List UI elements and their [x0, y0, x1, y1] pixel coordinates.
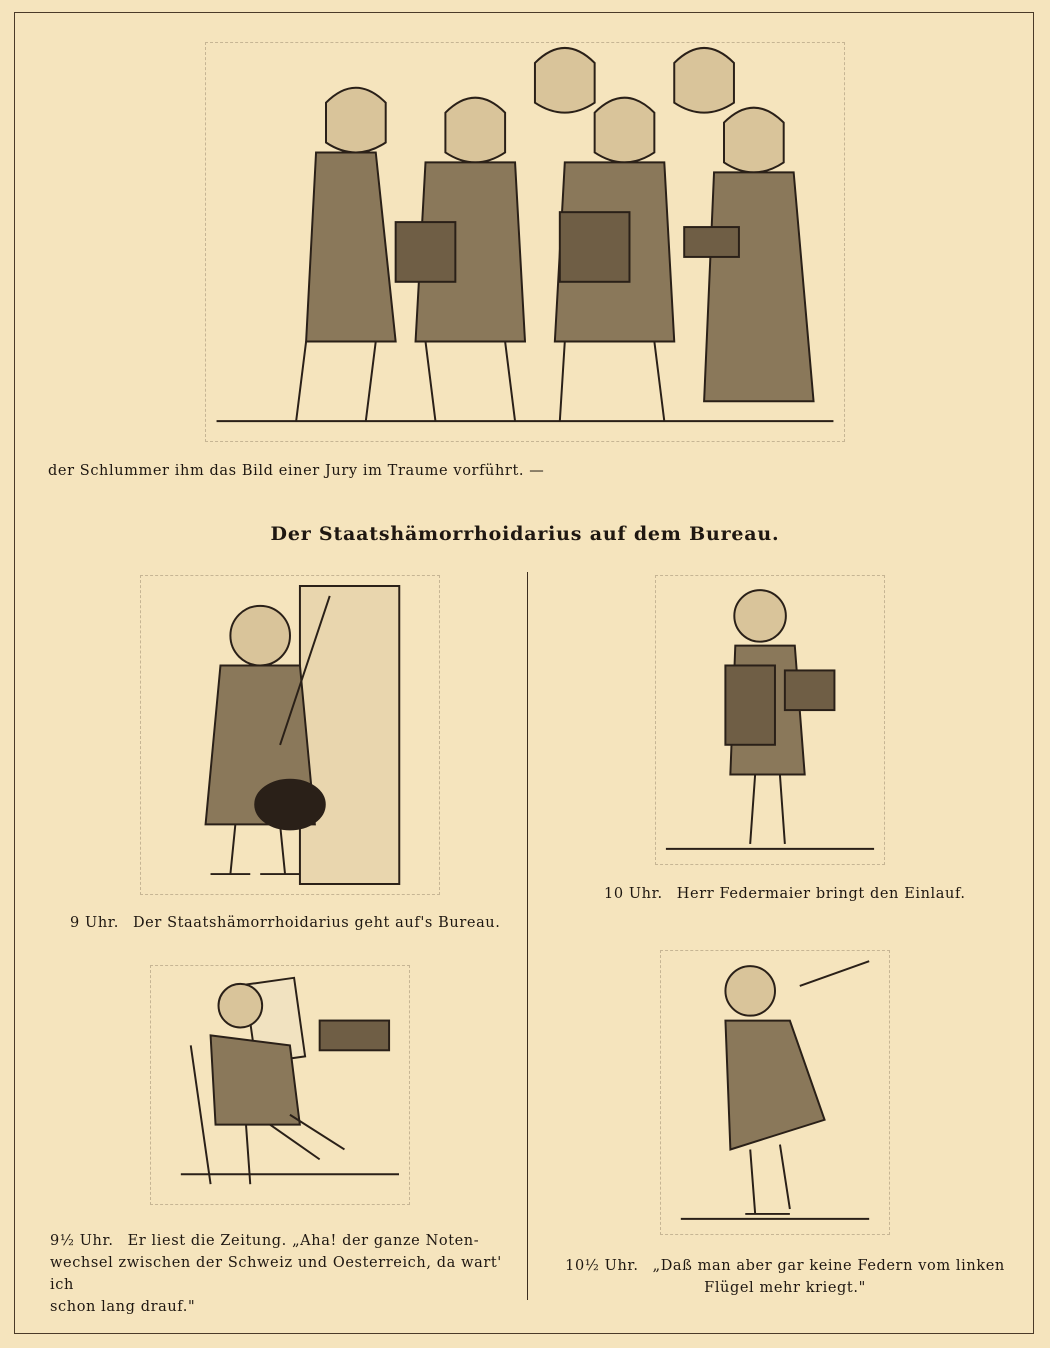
panel-3-text: Er liest die Zeitung. „Aha! der ganze Noten-	[127, 1233, 480, 1249]
panel-2-time: 10 Uhr.	[604, 886, 663, 902]
panel-1-illustration	[140, 575, 440, 895]
panel-1-caption	[70, 912, 500, 934]
column-divider	[527, 572, 528, 1300]
page-title: Der Staatshämorrhoidarius auf dem Bureau.	[270, 523, 780, 545]
panel-2-caption	[604, 883, 966, 905]
panel-2-text: Herr Federmaier bringt den Einlauf.	[676, 886, 966, 902]
panel-4-time: 10½ Uhr.	[565, 1258, 639, 1274]
panel-1-text: Der Staatshämorrhoidarius geht auf's Bureau.	[132, 915, 501, 931]
panel-4-illustration	[660, 950, 890, 1235]
jury-illustration	[205, 42, 845, 442]
panel-3-line-3: schon lang drauf."	[50, 1299, 196, 1315]
top-caption: der Schlummer ihm das Bild einer Jury im Traume vorführt. —	[48, 463, 545, 479]
panel-2-illustration	[655, 575, 885, 865]
man-with-quill-drawing	[661, 951, 889, 1234]
panel-3-illustration	[150, 965, 410, 1205]
panel-4-caption	[550, 1255, 1020, 1299]
clerk-with-files-drawing	[656, 576, 884, 864]
panel-3-caption	[50, 1230, 510, 1318]
man-reading-newspaper-drawing	[151, 966, 409, 1204]
man-with-cane-drawing	[141, 576, 439, 894]
panel-4-line-2: Flügel mehr kriegt."	[704, 1280, 866, 1296]
panel-3-time: 9½ Uhr.	[50, 1233, 114, 1249]
panel-4-line-1	[550, 1255, 1020, 1277]
panel-1-time: 9 Uhr.	[70, 915, 119, 931]
panel-4-text: „Daß man aber gar keine Federn vom linken	[652, 1258, 1005, 1274]
panel-3-line-2: wechsel zwischen der Schweiz und Oesterreich, da wart' ich	[50, 1255, 502, 1293]
jury-drawing	[206, 43, 844, 441]
panel-3-line-1	[50, 1230, 510, 1252]
